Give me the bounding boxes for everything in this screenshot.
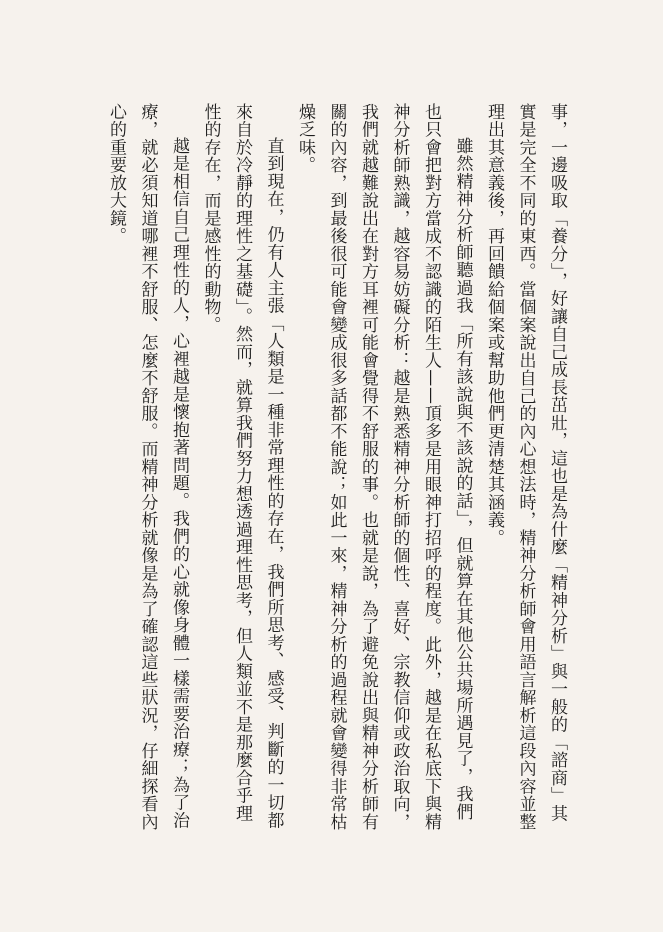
paragraph-rationality: 直到現在，仍有人主張「人類是一種非常理性的存在，我們所思考、感受、判斷的一切都來自於冷靜的理性之基礎」。然而，就算我們努力想透過理性思考，但人類並不是那麼合乎理性的存在，而是感性的動物。	[200, 103, 284, 830]
paragraph-continued: 事，一邊吸取「養分」，好讓自己成長茁壯，這也是為什麼「精神分析」與一般的「諮商」其實是完全不同的東西。當個案說出自己的內心想法時，精神分析師會用語言解析這段內容並整理出其意義後，再回饋給個案或幫助他們更清楚其涵義。	[484, 103, 567, 831]
paragraph-analyst-relationship: 雖然精神分析師聽過我「所有該說與不該說的話」，但就算在其他公共場所遇見了，我們也只會把對方當成不認識的陌生人——頂多是用眼神打招呼的程度。此外，越是在私底下與精神分析師熟識，越容易妨礙分析：越是熟悉精神分析師的個性、喜好、宗教信仰或政治取向，我們就越難說出在對方耳裡可能會覺得不舒服的事。也就是說，為了避免說出與精神分析師有關的內容，到最後很可能會變成很多話都不能說；如此一來，精神分析的過程就會變得非常枯燥乏味。	[295, 103, 473, 831]
paragraph-magnifier: 越是相信自己理性的人，心裡越是懷抱著問題。我們的心就像身體一樣需要治療；為了治療，就必須知道哪裡不舒服、怎麼不舒服。而精神分析就像是為了確認這些狀況，仔細探看內心的重要放大鏡。	[106, 103, 189, 831]
vertical-text-body	[100, 103, 573, 833]
